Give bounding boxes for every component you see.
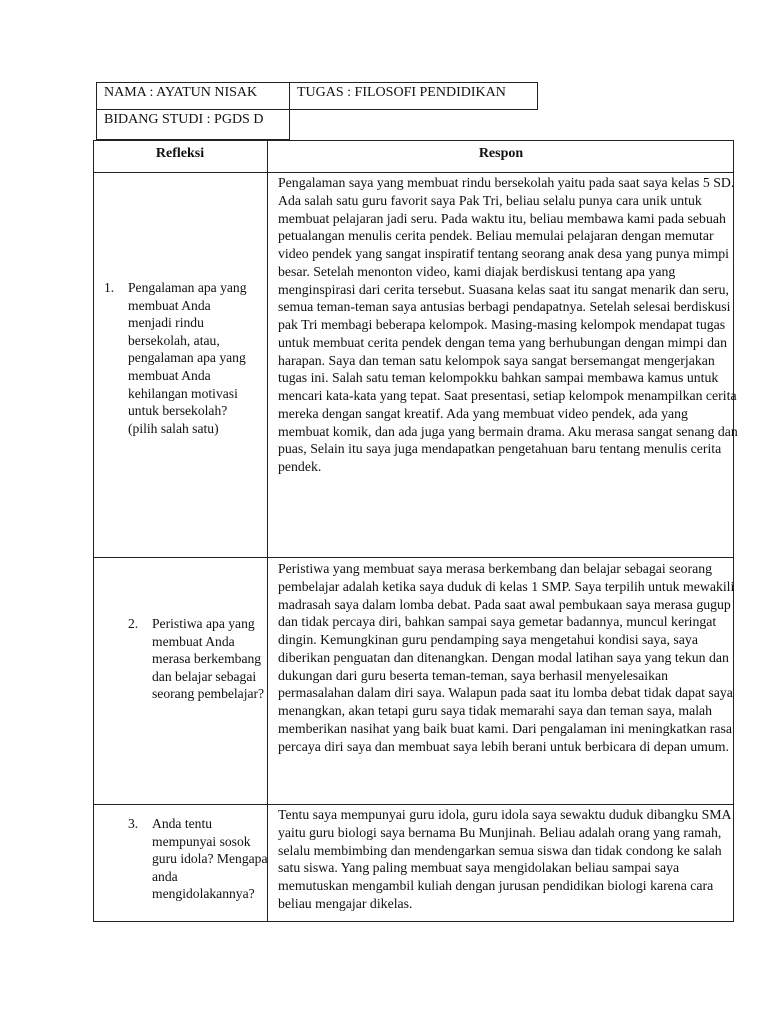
header-row-divider [93,172,734,173]
question-cell [128,615,266,745]
tugas-cell [289,82,538,110]
response-text: Tentu saya mempunyai guru idola, guru idola saya sewaktu duduk dibangku SMA yaitu guru biologi saya bernama Bu Munjinah. Beliau adalah orang yang ramah, selalu membimbing dan mendengarkan semua siswa dan tidak condong ke salah satu siswa. Yang paling membuat saya mengidolakan beliau sampai saya memutuskan mengambil kuliah dengan jurusan pendidikan biologi karena cara beliau mengajar dikelas. [278,807,731,911]
row-divider-2 [93,804,734,805]
row-divider-1 [93,557,734,558]
question-text: Peristiwa apa yang membuat Anda merasa berkembang dan belajar sebagai seorang pembelajar? [152,616,265,702]
column-header-refleksi: Refleksi [155,146,205,161]
column-header-respon: Respon [478,146,524,161]
response-text: Peristiwa yang membuat saya merasa berkembang dan belajar sebagai seorang pembelajar adalah ketika saya duduk di kelas 1 SMP. Saya terpilih untuk mewakili madrasah saya dalam lomba debat. Pada saat awal pembukaan saya merasa gugup dan tidak percaya diri, bahkan sampai saya gemetar badannya, muncul keringat dingin. Kemungkinan guru pendamping saya mengetahui kondisi saya, saya diberikan penguatan dan ditenangkan. Dengan modal latihan saya yang tekun dan dukungan dari guru beserta teman-teman, saya berhasil menyelesaikan permasalahan dalam diri saya. Walapun pada saat itu lomba debat tidak dapat saya menangkan, akan tetapi guru saya tidak memarahi saya dan teman saya, malah memberikan nasihat yang baik buat kami. Dari pengalaman ini meningkatkan rasa percaya diri saya dan membuat saya lebih berani untuk berbicara di depan umum. [278,561,735,754]
nama-label: NAMA : AYATUN NISAK [104,85,258,100]
bidang-studi-label: BIDANG STUDI : PGDS D [104,112,264,127]
question-number: 2. [128,616,139,631]
question-number: 1. [104,280,115,295]
question-cell [104,279,264,449]
response-text: Pengalaman saya yang membuat rindu bersekolah yaitu pada saat saya kelas 5 SD. Ada salah satu guru favorit saya Pak Tri, beliau selalu punya cara unik untuk membuat pelajaran jadi seru. Pada waktu itu, beliau membawa kami pada sebuah petualangan menulis cerita pendek. Beliau memulai pelajaran dengan memutar video pendek yang sangat inspiratif tentang seorang anak desa yang punya mimpi besar. Setelah menonton video, kami diajak berdiskusi tentang apa yang menginspirasi dari cerita tersebut. Suasana kelas saat itu sangat menarik dan seru, semua teman-teman saya antusias berbagi pendapatnya. Setelah selesai berdiskusi pak Tri membagi beberapa kelompok. Masing-masing kelompok mendapat tugas untuk membuat cerita pendek dengan tema yang berhubungan dengan mimpi dan harapan. Saya dan teman satu kelompok saya sangat bersemangat mengerjakan tugas ini. Salah satu teman kelompokku bahkan sampai membawa kamus untuk mencari kata-kata yang tepat. Saat presentasi, setiap kelompok menampilkan cerita mereka dengan sangat kreatif. Ada yang membuat video pendek, ada yang membuat komik, dan ada juga yang bermain drama. Aku merasa sangat senang dan puas, Selain itu saya juga mendapatkan pengetahuan baru tentang menulis cerita pendek. [278,175,738,474]
bidang-studi-cell [96,109,290,140]
question-text: Pengalaman apa yang membuat Anda menjadi rindu bersekolah, atau, pengalaman apa yang membuat Anda kehilangan motivasi untuk bersekolah? (pilih salah satu) [128,280,247,436]
nama-cell [96,82,290,110]
question-cell [128,815,266,905]
question-text: Anda tentu mempunyai sosok guru idola? Mengapa anda mengidolakannya? [152,816,268,902]
question-number: 3. [128,816,139,831]
tugas-label: TUGAS : FILOSOFI PENDIDIKAN [297,85,506,100]
